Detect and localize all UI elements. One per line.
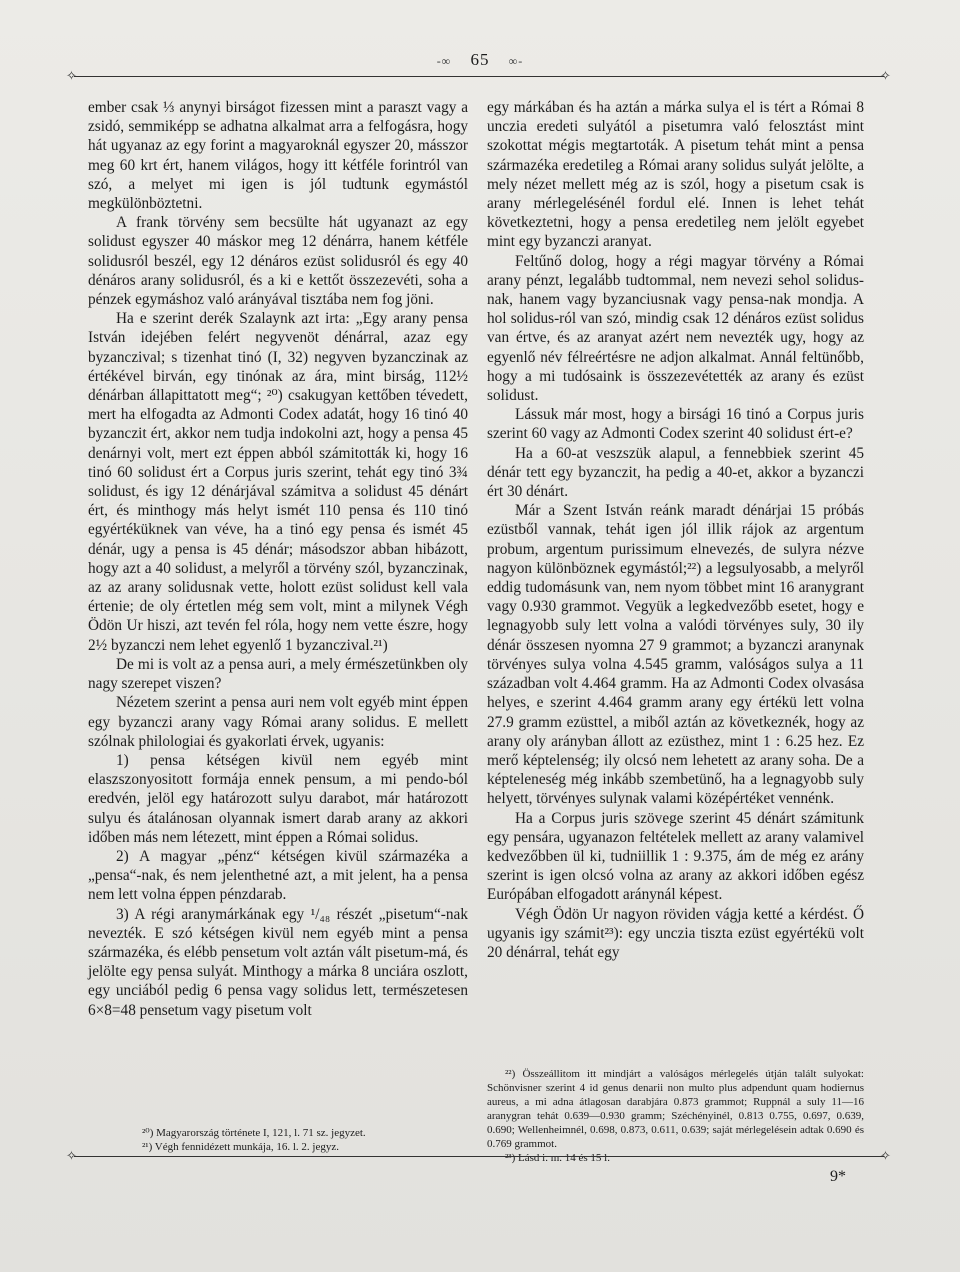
paragraph: 3) A régi aranymárkának egy ¹/₄₈ részét „pisetum“-nak nevezték. E szó kétségen kivül nem egyéb mint a pensa származéka, és elébb pensetum volt aztán vált pisetum-má, és jelölte egy pensa sulyát. Minthogy a márka 8 unciára oszlott, egy unciából pedig 6 pensa vagy solidus lett, természetesen 6×8=48 pensetum vagy pisetum volt [88,905,468,1019]
paragraph: ember csak ⅓ anynyi birságot fizessen mint a paraszt vagy a zsidó, semmiképp se adhatna alkalmat arra a felfogásra, hogy hát ugyanaz az egy forint a magyaroknál egyszer 20, másszor meg 60 krt ért, hanem világos, hogy itt kétféle forintról van szó, a melyet mi igen is jól tudtunk egymástól megkülönböztetni. [88,99,468,213]
paragraph: Ha a Corpus juris szövege szerint 45 dénárt számitunk egy pensára, ugyanazon feltételek mellett az arany valamivel kedvezőbben ül ki, tudniillik 1 : 9.375, ám de még ez arány szerint is igen olcsó volna az arany az akkori időben egész Európában elfogadott aránynál képest. [487,809,864,904]
left-text-column [88,98,468,1038]
top-border-rule [74,76,884,77]
corner-ornament-bottom-right: ✧ [880,1148,891,1163]
paragraph: Ha e szerint derék Szalaynk azt irta: „Egy arany pensa István idejében felért negyvenöt dénárral, azaz egy byzanczival; s tizenhat tinó (I, 32) negyven byzanczinak az értékével birván, egy tinónak az ára, mint birság, 112½ dénárban állapittatott meg“; ²⁰) csakugyan kettőben tévedett, mert ha elfogadta az Admonti Codex adatát, hogy 16 tinó 40 byzanczit ért, akkor nem tudja indokolni azt, hogy a pensa 45 denárnyi volt, mert ezt éppen abból számitották ki, hogy 16 tinó 60 solidust ért a Corpus juris szerint, tehát egy tinó 3¾ solidust, és igy 12 dénárjával számitva a solidust 45 dénárt ért, és minthogy más helyt ismét 110 pensa és 110 tinó egyértéküknek van véve, ha a tinó egy pensa és ismét 45 dénár, ugy a pensa is 45 dénár; másodszor abban hibázott, hogy azt a 40 solidust, a melyről a törvény szól, byzanczinak, az az arany solidusnak vette, holott ezüst solidust kell vala értenie; de oly értetlen még sem volt, mint a milynek Végh Ödön Ur hiszi, azt tevén fel róla, hogy nem vette észre, hogy 2½ byzanczi nem lehet egyenlő 1 byzanczival.²¹) [88,310,468,654]
footnote: ²⁰) Magyarország története I, 121, l. 71 sz. jegyzet. [142,1127,366,1139]
paragraph: De mi is volt az a pensa auri, a mely érmészetünkben oly nagy szerepet viszen? [88,655,468,693]
footnote: ²²) Összeállitom itt mindjárt a valóságos mérlegelés útján talált sulyokat: Schönvisner szerint 4 id genus denarii non multo plus adpendunt quam hodiernus aureus, a mi adna átlagosan darabjára 0.873 grammot; Ruppnál a suly 11—16 aranygran tehát 0.639—0.930 gramm; Széchényinél, 0.813 0.755, 0.697, 0.639, 0.690; Wellenheimnél, 0.698, 0.873, 0.611, 0.639; saját mérlegelésein adtak 0.690 és 0.769 grammot. [487,1068,864,1150]
signature-mark: 9* [830,1168,846,1185]
bottom-border-rule [74,1156,884,1157]
paragraph: Feltűnő dolog, hogy a régi magyar törvény a Római arany pénzt, legalább tudtommal, nem nevezi sehol solidus-nak, hanem vagy byzanciusnak vagy pensa-nak mondja. A hol solidus-ról van szó, mindig csak 12 dénáros ezüst solidus van értve, és az aranyat azért nem nevezték ugy, hogy az egyenlő név félreértésre ne adjon alkalmat. Annál feltünőbb, hogy a mi tudósaink is összezevétették az arany és ezüst solidust. [487,252,864,405]
paragraph: egy márkában és ha aztán a márka sulya el is tért a Római 8 unczia eredeti sulyától a pisetumra való felosztást mint szokottat mégis megtartoták. A pisetum tehát mint a pensa származéka eredetileg a Római arany solidus sulyát jelölte, a mely nézet mellett még az is szól, hogy a pisetum csak is arany mérlegelésénél fordul elé. Innen is lehet tehát következtetni, hogy a pensa eredetileg nem jelölt egyebet mint egy byzanczi aranyat. [487,99,864,251]
paragraph: Ha a 60-at veszszük alapul, a fennebbiek szerint 45 dénár tett egy byzanczit, ha pedig a 40-et, akkor a byzanczi ért 30 dénárt. [487,444,864,501]
paragraph: A frank törvény sem becsülte hát ugyanazt az egy solidust egyszer 40 máskor meg 12 dénárra, hanem kétféle solidusról beszél, egy 12 dénáros ezüst solidusról és egy 40 dénáros arany solidusról, és a ki e kettőt összezevéti, soha a pénzek egymáshoz való arányával tisztába nem fog jöni. [88,214,468,309]
paragraph: 1) pensa kétségen kivül nem egyéb mint elaszszonyositott formája ennek pensum, a mi pendo-ból eredvén, jelöl egy határozott sulyu darabot, már határozott sulyu és átalánosan olyannak ismert darab arany az akkori időben más nem létezett, mint éppen a Római solidus. [88,751,468,846]
paragraph: Már a Szent István reánk maradt dénárjai 15 próbás ezüstből vannak, tehát igen jól illik rájok az argentum probum, argentum purissimum elnevezés, de sulyra nézve nagyon különböznek egymástól;²²) a legsulyosabb, a melyről eddig tudomásunk van, nem nyom többet mint 16 aranygrant vagy 0.930 grammot. Vegyük a legkedvezőbb esetet, hogy e legnagyobb suly lett volna a valódi törvényes suly, 30 ily dénár összesen nyomna 27 9 grammot; a byzanczi aranynak törvényes sulya volna 4.545 gramm, valóságos sulya a 11 században volt 4.464 gramm. Ha az Admonti Codex olvasása helyes, e szerint 4.464 gramm arany egy értékü lett volna 27.9 gramm ezüsttel, a miből aztán az következnék, hogy az arany oly arányban állott az ezüsthez, mint 1 : 6.25 hez. Ez merő képtelenség; ily olcsó nem lehetett az arany soha. De a képteleneség még inkább szembetünő, ha a legnagyobb suly helyett, törvényes sulynak valami középértéket vennénk. [487,502,864,808]
header-ornament-right: ∞- [508,54,524,68]
footnote: ²¹) Végh fennidézett munkája, 16. l. 2. jegyz. [142,1141,340,1153]
page-header [0,50,960,74]
paragraph: Lássuk már most, hogy a birsági 16 tinó a Corpus juris szerint 60 vagy az Admonti Codex szerint 40 solidust ért-e? [487,406,864,443]
paragraph: 2) A magyar „pénz“ kétségen kivül származéka a „pensa“-nak, és nem jelenthetné azt, a mit jelent, ha a pensa nem lett volna éppen pénzdarab. [88,847,468,904]
header-ornament-left: -∞ [436,54,452,68]
left-footnotes [124,1126,454,1154]
page-number: 65 [470,50,490,69]
right-text-column [487,98,864,1058]
footnote: ²³) Lásd i. m. 14 és 15 l. [505,1152,610,1164]
corner-ornament-top-left: ✧ [66,68,77,83]
paragraph: Végh Ödön Ur nagyon röviden vágja ketté a kérdést. Ő ugyanis igy számit²³): egy unczia tiszta ezüst egyértékü volt 20 dénárral, tehát egy [487,905,864,961]
corner-ornament-bottom-left: ✧ [66,1148,77,1163]
corner-ornament-top-right: ✧ [880,68,891,83]
right-footnotes [487,1067,864,1165]
paragraph: Nézetem szerint a pensa auri nem volt egyéb mint éppen egy byzanczi arany vagy Római arany solidus. E mellett szólnak philologiai és gyakorlati érvek, ugyanis: [88,694,468,750]
